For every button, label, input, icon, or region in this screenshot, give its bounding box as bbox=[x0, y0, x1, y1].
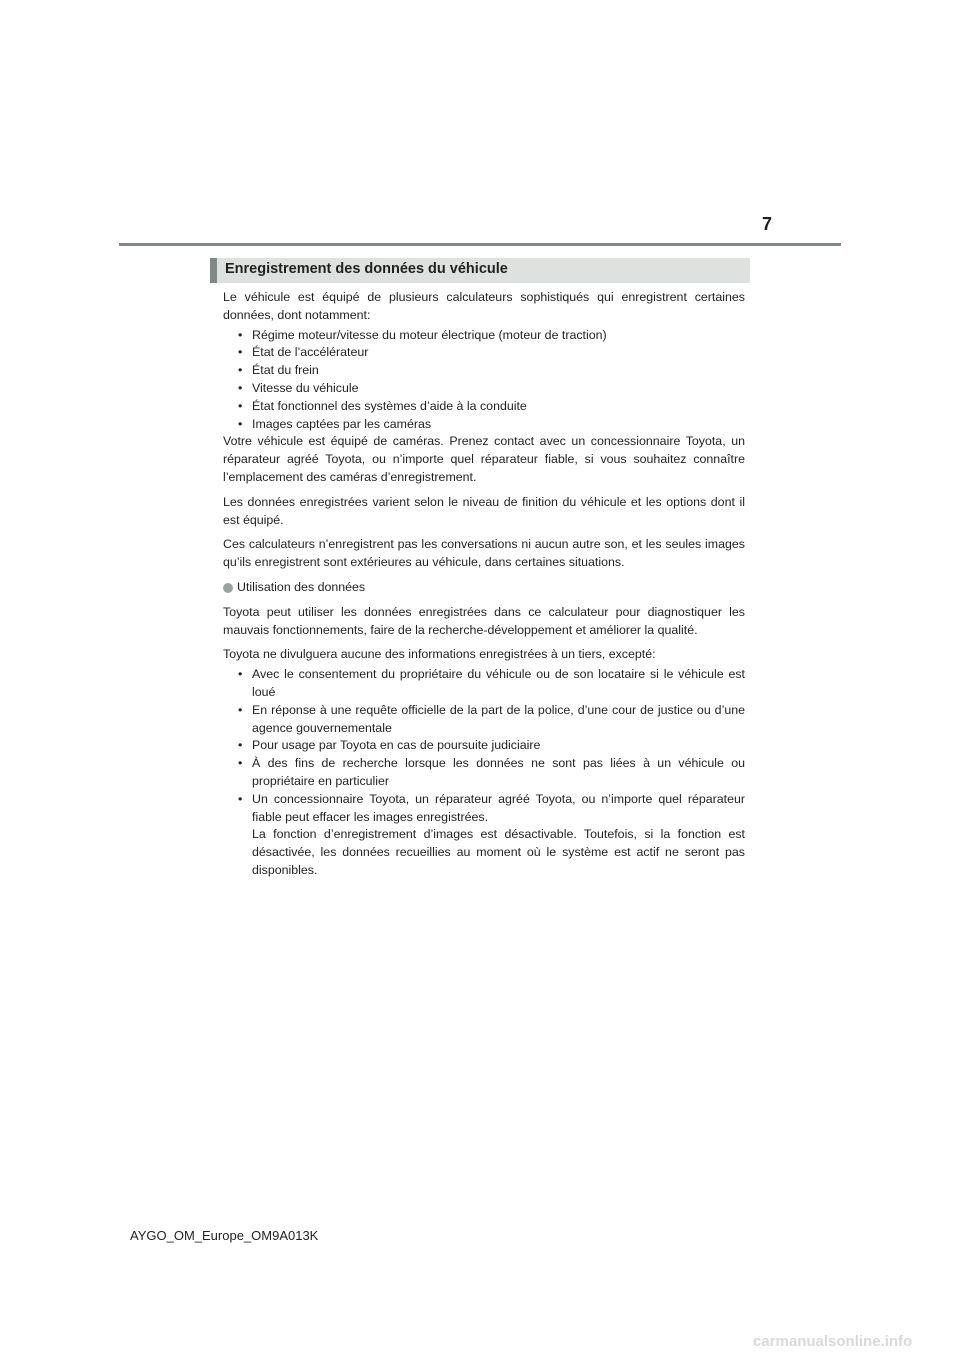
circle-bullet-icon bbox=[223, 583, 233, 593]
body-content bbox=[223, 289, 745, 880]
usage-paragraph: Toyota peut utiliser les données enregistrées dans ce calculateur pour diagnostiquer les mauvais fonctionnements, faire de la recherche-développement et améliorer la qualité. bbox=[223, 604, 745, 637]
bullet-mark: • bbox=[238, 380, 243, 395]
list-item: • Avec le consentement du propriétaire du véhicule ou de son locataire si le véhicule est loué bbox=[238, 667, 745, 699]
usage-heading-text: Utilisation des données bbox=[237, 579, 366, 594]
bullet-mark: • bbox=[238, 398, 243, 413]
document-code: AYGO_OM_Europe_OM9A013K bbox=[130, 1228, 319, 1243]
bullet-mark: • bbox=[238, 416, 243, 431]
bullet-mark: • bbox=[238, 667, 243, 682]
list-item: • Images captées par les caméras bbox=[223, 416, 745, 434]
list-item: • Pour usage par Toyota en cas de poursuite judiciaire bbox=[223, 737, 745, 755]
header-divider bbox=[119, 243, 841, 246]
bullet-mark: • bbox=[238, 738, 243, 753]
list-item: • Vitesse du véhicule bbox=[223, 380, 745, 398]
usage-subheading bbox=[223, 579, 745, 597]
list-item: • Régime moteur/vitesse du moteur électrique (moteur de traction) bbox=[223, 327, 745, 345]
section-header bbox=[210, 258, 750, 283]
disclosure-exceptions-list bbox=[223, 666, 745, 880]
list-item: • État de l’accélérateur bbox=[223, 344, 745, 362]
recorded-data-list bbox=[223, 327, 745, 434]
list-item: • État fonctionnel des systèmes d’aide à la conduite bbox=[223, 398, 745, 416]
list-item: • À des fins de recherche lorsque les données ne sont pas liées à un véhicule ou propriétaire en particulier bbox=[238, 756, 745, 788]
disclosure-paragraph: Toyota ne divulguera aucune des informations enregistrées à un tiers, excepté: bbox=[223, 647, 656, 662]
list-item: • En réponse à une requête officielle de la part de la police, d’une cour de justice ou d’une agence gouvernementale bbox=[238, 702, 745, 735]
list-item: • État du frein bbox=[223, 362, 745, 380]
bullet-mark: • bbox=[238, 363, 243, 378]
bullet-mark: • bbox=[238, 756, 243, 771]
intro-paragraph: Le véhicule est équipé de plusieurs calculateurs sophistiqués qui enregistrent certaines données, dont notamment: bbox=[223, 290, 745, 322]
bullet-mark: • bbox=[238, 327, 243, 342]
cameras-paragraph: Votre véhicule est équipé de caméras. Prenez contact avec un concessionnaire Toyota, un réparateur agréé Toyota, ou n’importe quel réparateur fiable, si vous souhaitez connaître l’emplacement des caméras d’enregistrement. bbox=[223, 434, 745, 484]
section-title: Enregistrement des données du véhicule bbox=[225, 261, 508, 277]
watermark-text: carmanualsonline.info bbox=[753, 1333, 913, 1350]
bullet-mark: • bbox=[238, 791, 243, 806]
page-number: 7 bbox=[761, 214, 772, 234]
bullet-mark: • bbox=[238, 702, 243, 717]
bullet-mark: • bbox=[238, 345, 243, 360]
variation-paragraph: Les données enregistrées varient selon le niveau de finition du véhicule et les options dont il est équipé. bbox=[223, 494, 745, 527]
list-item: • Un concessionnaire Toyota, un réparateur agréé Toyota, ou n’importe quel réparateur fiable peut effacer les images enregistrées. La fonction d’enregistrement d’images est désactivable. Toutefois, si la fonction est désactivée, les données recueillies au moment où le système est actif ne seront pas disponibles. bbox=[238, 791, 745, 877]
no-audio-paragraph: Ces calculateurs n’enregistrent pas les conversations ni aucun autre son, et les seules images qu’ils enregistrent sont extérieures au véhicule, dans certaines situations. bbox=[223, 537, 745, 570]
disable-note: La fonction d’enregistrement d’images est désactivable. Toutefois, si la fonction est désactivée, les données recueillies au moment où le système est actif ne seront pas disponibles. bbox=[252, 827, 745, 877]
